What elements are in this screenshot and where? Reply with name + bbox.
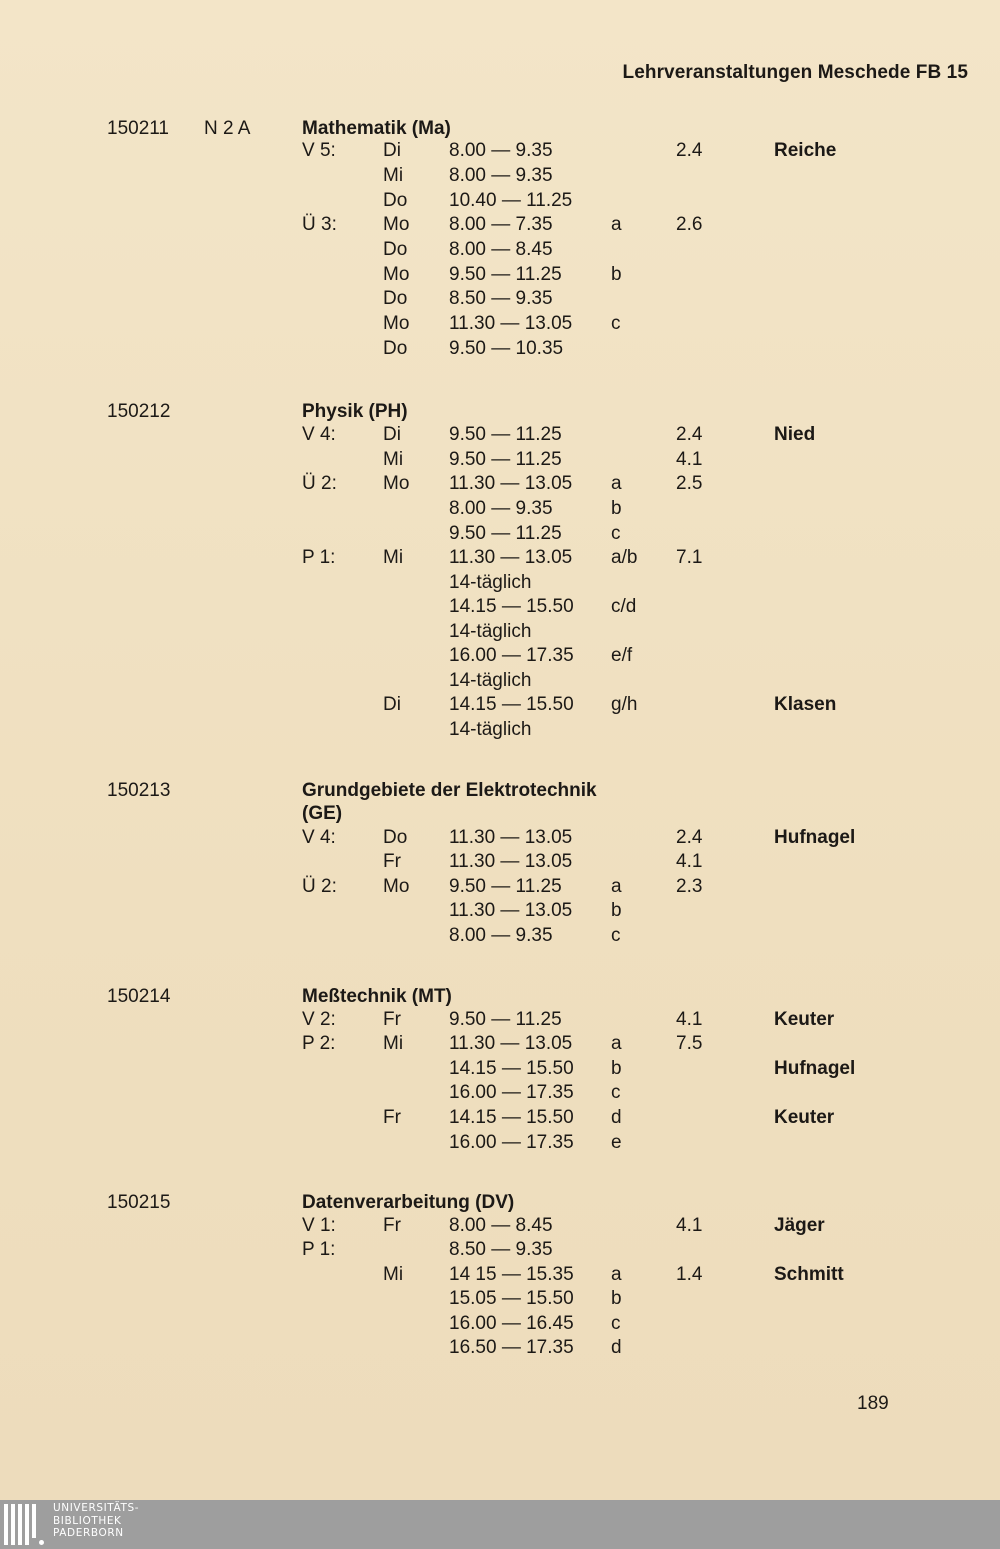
table-row xyxy=(0,1335,1000,1360)
weekday: Di xyxy=(383,424,401,445)
group-label: c xyxy=(611,523,621,544)
course-id: 150212 xyxy=(107,401,171,422)
table-row xyxy=(0,778,1000,803)
library-logo-icon xyxy=(4,1504,44,1545)
weekday: Di xyxy=(383,694,401,715)
time-slot: 10.40 — 11.25 xyxy=(449,190,573,211)
time-slot: 14-täglich xyxy=(449,719,532,740)
weekday: Do xyxy=(383,827,408,848)
course-id: 150214 xyxy=(107,986,171,1007)
table-row xyxy=(0,237,1000,262)
weekday: Fr xyxy=(383,1107,401,1128)
time-slot: 9.50 — 11.25 xyxy=(449,876,562,897)
table-row xyxy=(0,1190,1000,1215)
group-label: a xyxy=(611,876,622,897)
table-row xyxy=(0,1262,1000,1287)
group-label: c xyxy=(611,313,621,334)
table-row xyxy=(0,212,1000,237)
lecturer-name: Reiche xyxy=(774,140,837,161)
room-number: 2.4 xyxy=(676,424,703,445)
weekday: Di xyxy=(383,140,401,161)
room-number: 2.6 xyxy=(676,214,703,235)
table-row xyxy=(0,262,1000,287)
time-slot: 9.50 — 11.25 xyxy=(449,424,562,445)
room-number: 2.3 xyxy=(676,876,703,897)
time-slot: 14.15 — 15.50 xyxy=(449,1058,574,1079)
table-row xyxy=(0,521,1000,546)
table-row xyxy=(0,668,1000,693)
weekday: Mo xyxy=(383,313,410,334)
time-slot: 14-täglich xyxy=(449,621,532,642)
room-number: 2.5 xyxy=(676,473,703,494)
weekday: Do xyxy=(383,338,408,359)
room-number: 2.4 xyxy=(676,140,703,161)
table-row xyxy=(0,1311,1000,1336)
session-type: V 5: xyxy=(302,140,336,161)
group-label: b xyxy=(611,498,622,519)
weekday: Mi xyxy=(383,547,404,568)
room-number: 7.1 xyxy=(676,547,703,568)
table-row xyxy=(0,1130,1000,1155)
table-row xyxy=(0,286,1000,311)
table-row xyxy=(0,311,1000,336)
table-row xyxy=(0,1080,1000,1105)
time-slot: 11.30 — 13.05 xyxy=(449,1033,573,1054)
time-slot: 14.15 — 15.50 xyxy=(449,596,574,617)
group-label: d xyxy=(611,1337,622,1358)
weekday: Fr xyxy=(383,851,401,872)
time-slot: 16.00 — 16.45 xyxy=(449,1313,574,1334)
session-type: Ü 3: xyxy=(302,214,337,235)
course-title: Mathematik (Ma) xyxy=(302,118,451,139)
group-label: g/h xyxy=(611,694,638,715)
table-row xyxy=(0,1007,1000,1032)
weekday: Do xyxy=(383,190,408,211)
time-slot: 11.30 — 13.05 xyxy=(449,900,573,921)
table-row xyxy=(0,1213,1000,1238)
session-type: Ü 2: xyxy=(302,876,337,897)
time-slot: 16.00 — 17.35 xyxy=(449,1132,574,1153)
lecturer-name: Schmitt xyxy=(774,1264,844,1285)
session-type: P 1: xyxy=(302,547,336,568)
time-slot: 9.50 — 11.25 xyxy=(449,264,562,285)
room-number: 1.4 xyxy=(676,1264,703,1285)
course-id: 150215 xyxy=(107,1192,171,1213)
lecturer-name: Klasen xyxy=(774,694,837,715)
table-row xyxy=(0,801,1000,826)
table-row xyxy=(0,898,1000,923)
library-footer xyxy=(0,1500,1000,1549)
room-number: 2.4 xyxy=(676,827,703,848)
table-row xyxy=(0,447,1000,472)
course-code: N 2 A xyxy=(204,118,251,139)
lecturer-name: Jäger xyxy=(774,1215,825,1236)
weekday: Mo xyxy=(383,264,410,285)
course-title: Datenverarbeitung (DV) xyxy=(302,1192,515,1213)
time-slot: 8.00 — 9.35 xyxy=(449,165,553,186)
time-slot: 16.00 — 17.35 xyxy=(449,1082,574,1103)
table-row xyxy=(0,692,1000,717)
room-number: 4.1 xyxy=(676,851,703,872)
time-slot: 8.00 — 9.35 xyxy=(449,925,553,946)
time-slot: 14-täglich xyxy=(449,572,532,593)
course-title: Physik (PH) xyxy=(302,401,408,422)
table-row xyxy=(0,717,1000,742)
group-label: b xyxy=(611,264,622,285)
table-row xyxy=(0,163,1000,188)
time-slot: 11.30 — 13.05 xyxy=(449,473,573,494)
weekday: Mo xyxy=(383,214,410,235)
time-slot: 11.30 — 13.05 xyxy=(449,827,573,848)
time-slot: 8.00 — 9.35 xyxy=(449,498,553,519)
time-slot: 15.05 — 15.50 xyxy=(449,1288,574,1309)
time-slot: 8.50 — 9.35 xyxy=(449,288,553,309)
group-label: b xyxy=(611,900,622,921)
group-label: e xyxy=(611,1132,622,1153)
group-label: c xyxy=(611,925,621,946)
course-title: (GE) xyxy=(302,803,343,824)
weekday: Mo xyxy=(383,876,410,897)
time-slot: 14-täglich xyxy=(449,670,532,691)
weekday: Mi xyxy=(383,1264,404,1285)
time-slot: 8.00 — 8.45 xyxy=(449,1215,553,1236)
table-row xyxy=(0,1031,1000,1056)
session-type: V 2: xyxy=(302,1009,336,1030)
time-slot: 9.50 — 11.25 xyxy=(449,449,562,470)
group-label: d xyxy=(611,1107,622,1128)
table-row xyxy=(0,984,1000,1009)
table-row xyxy=(0,594,1000,619)
page-number: 189 xyxy=(857,1393,889,1414)
group-label: c/d xyxy=(611,596,637,617)
time-slot: 14.15 — 15.50 xyxy=(449,1107,574,1128)
table-row xyxy=(0,570,1000,595)
time-slot: 8.00 — 7.35 xyxy=(449,214,553,235)
session-type: V 1: xyxy=(302,1215,336,1236)
session-type: V 4: xyxy=(302,827,336,848)
weekday: Fr xyxy=(383,1009,401,1030)
weekday: Mi xyxy=(383,1033,404,1054)
time-slot: 11.30 — 13.05 xyxy=(449,547,573,568)
time-slot: 14.15 — 15.50 xyxy=(449,694,574,715)
room-number: 4.1 xyxy=(676,1009,703,1030)
table-row xyxy=(0,643,1000,668)
lecturer-name: Nied xyxy=(774,424,816,445)
time-slot: 8.00 — 9.35 xyxy=(449,140,553,161)
lecturer-name: Keuter xyxy=(774,1009,835,1030)
weekday: Fr xyxy=(383,1215,401,1236)
table-row xyxy=(0,336,1000,361)
session-type: V 4: xyxy=(302,424,336,445)
time-slot: 9.50 — 10.35 xyxy=(449,338,564,359)
lecturer-name: Hufnagel xyxy=(774,827,856,848)
table-row xyxy=(0,422,1000,447)
group-label: b xyxy=(611,1058,622,1079)
course-id: 150213 xyxy=(107,780,171,801)
group-label: e/f xyxy=(611,645,633,666)
room-number: 7.5 xyxy=(676,1033,703,1054)
table-row xyxy=(0,138,1000,163)
weekday: Mi xyxy=(383,449,404,470)
weekday: Do xyxy=(383,288,408,309)
table-row xyxy=(0,1056,1000,1081)
weekday: Do xyxy=(383,239,408,260)
table-row xyxy=(0,619,1000,644)
table-row xyxy=(0,874,1000,899)
course-title: Grundgebiete der Elektrotechnik xyxy=(302,780,597,801)
time-slot: 9.50 — 11.25 xyxy=(449,1009,562,1030)
table-row xyxy=(0,849,1000,874)
table-row xyxy=(0,1105,1000,1130)
group-label: a/b xyxy=(611,547,638,568)
time-slot: 16.50 — 17.35 xyxy=(449,1337,574,1358)
lecturer-name: Keuter xyxy=(774,1107,835,1128)
table-row xyxy=(0,1237,1000,1262)
table-row xyxy=(0,1286,1000,1311)
table-row xyxy=(0,545,1000,570)
group-label: a xyxy=(611,1033,622,1054)
time-slot: 16.00 — 17.35 xyxy=(449,645,574,666)
table-row xyxy=(0,923,1000,948)
table-row xyxy=(0,825,1000,850)
room-number: 4.1 xyxy=(676,449,703,470)
course-title: Meßtechnik (MT) xyxy=(302,986,452,1007)
room-number: 4.1 xyxy=(676,1215,703,1236)
group-label: a xyxy=(611,1264,622,1285)
weekday: Mi xyxy=(383,165,404,186)
session-type: P 2: xyxy=(302,1033,336,1054)
time-slot: 14 15 — 15.35 xyxy=(449,1264,574,1285)
time-slot: 11.30 — 13.05 xyxy=(449,851,573,872)
time-slot: 11.30 — 13.05 xyxy=(449,313,573,334)
group-label: a xyxy=(611,214,622,235)
table-row xyxy=(0,399,1000,424)
group-label: c xyxy=(611,1313,621,1334)
library-name: UNIVERSITÄTS- BIBLIOTHEK PADERBORN xyxy=(53,1502,140,1539)
session-type: Ü 2: xyxy=(302,473,337,494)
lecturer-name: Hufnagel xyxy=(774,1058,856,1079)
group-label: c xyxy=(611,1082,621,1103)
time-slot: 8.00 — 8.45 xyxy=(449,239,553,260)
table-row xyxy=(0,471,1000,496)
group-label: b xyxy=(611,1288,622,1309)
page-header: Lehrveranstaltungen Meschede FB 15 xyxy=(622,62,968,83)
table-row xyxy=(0,496,1000,521)
session-type: P 1: xyxy=(302,1239,336,1260)
weekday: Mo xyxy=(383,473,410,494)
group-label: a xyxy=(611,473,622,494)
time-slot: 9.50 — 11.25 xyxy=(449,523,562,544)
course-id: 150211 xyxy=(107,118,169,139)
time-slot: 8.50 — 9.35 xyxy=(449,1239,553,1260)
table-row xyxy=(0,188,1000,213)
